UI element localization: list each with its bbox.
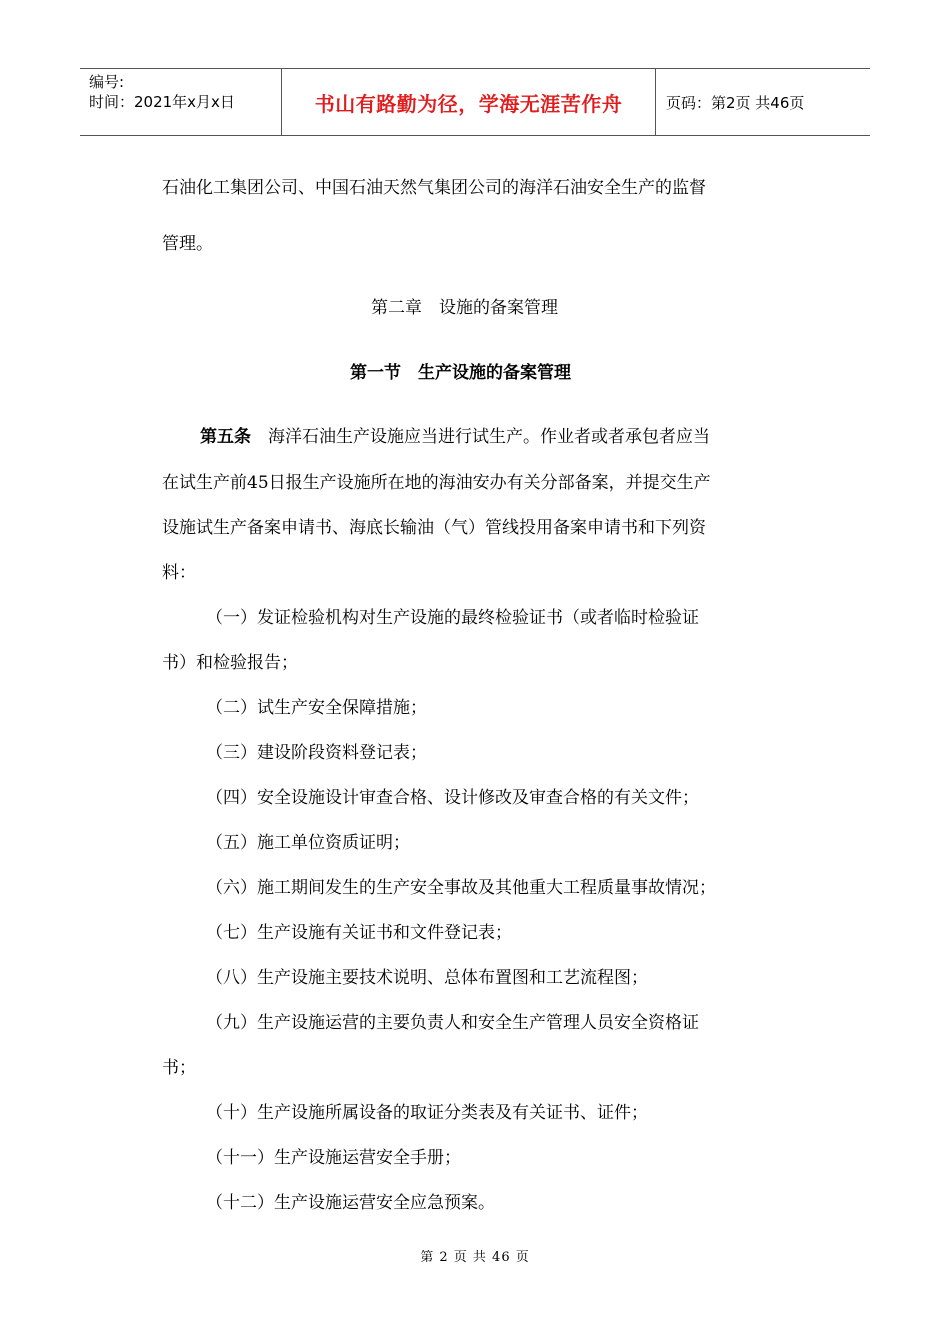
page-header	[80, 68, 870, 136]
section-title: 第一节 生产设施的备案管理	[350, 363, 571, 383]
list-item: （二）试生产安全保障措施；	[206, 698, 427, 718]
list-item: （三）建设阶段资料登记表；	[206, 743, 427, 763]
article-text: 海洋石油生产设施应当进行试生产。作业者或者承包者应当	[251, 427, 710, 447]
list-item: （五）施工单位资质证明；	[206, 833, 410, 853]
list-item: 书）和检验报告；	[162, 653, 298, 673]
list-item: （四）安全设施设计审查合格、设计修改及审查合格的有关文件；	[206, 788, 699, 808]
chapter-title: 第二章 设施的备案管理	[371, 298, 558, 318]
list-item: （七）生产设施有关证书和文件登记表；	[206, 923, 512, 943]
header-meta	[80, 69, 282, 135]
list-item: （六）施工期间发生的生产安全事故及其他重大工程质量事故情况；	[206, 878, 716, 898]
header-page-info: 页码：第2页 共46页	[666, 93, 805, 112]
list-item: （十一）生产设施运营安全手册；	[206, 1148, 461, 1168]
article-label: 第五条	[200, 427, 251, 447]
article-first-line	[200, 422, 710, 447]
page-footer: 第 2 页 共 46 页	[420, 1250, 530, 1265]
paragraph-line: 设施试生产备案申请书、海底长输油（气）管线投用备案申请书和下列资	[162, 518, 706, 538]
document-number: 编号:	[89, 73, 125, 91]
paragraph-line: 在试生产前45日报生产设施所在地的海油安办有关分部备案，并提交生产	[162, 473, 711, 493]
header-motto: 书山有路勤为径，学海无涯苦作舟	[282, 69, 656, 135]
list-item: （一）发证检验机构对生产设施的最终检验证书（或者临时检验证	[206, 608, 699, 628]
list-item: 书；	[162, 1058, 196, 1078]
paragraph-line: 石油化工集团公司、中国石油天然气集团公司的海洋石油安全生产的监督	[162, 178, 706, 198]
document-date: 时间：2021年x月x日	[89, 93, 235, 111]
list-item: （十）生产设施所属设备的取证分类表及有关证书、证件；	[206, 1103, 648, 1123]
list-item: （九）生产设施运营的主要负责人和安全生产管理人员安全资格证	[206, 1013, 699, 1033]
list-item: （十二）生产设施运营安全应急预案。	[206, 1193, 495, 1213]
paragraph-line: 料：	[162, 563, 196, 583]
list-item: （八）生产设施主要技术说明、总体布置图和工艺流程图；	[206, 968, 648, 988]
paragraph-line: 管理。	[162, 234, 213, 254]
